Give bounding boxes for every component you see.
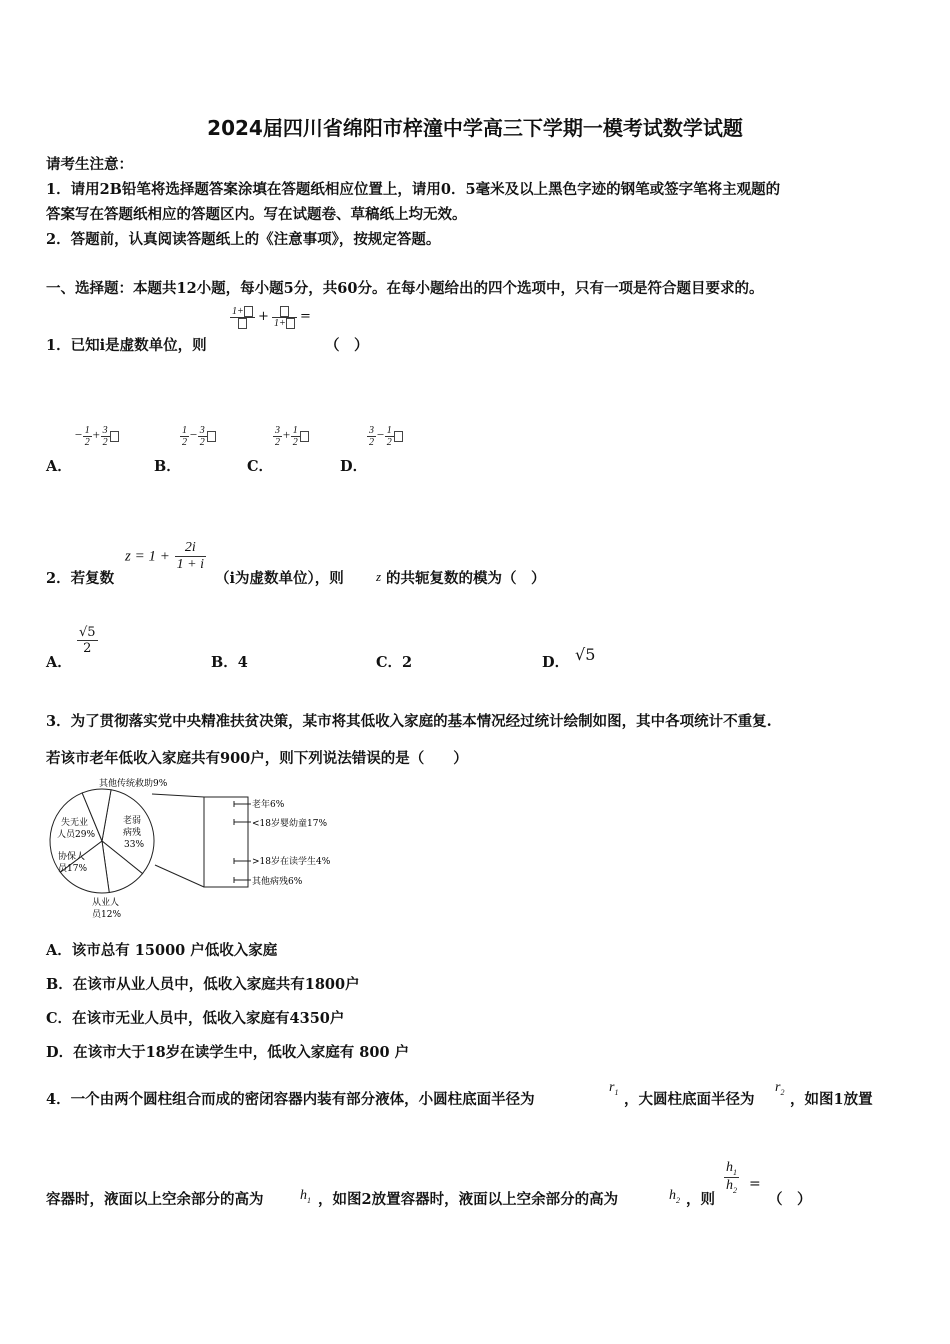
q4-h1 [300,1188,311,1205]
pie-label-employed-2: 员12% [92,910,122,920]
q4-r1 [609,1080,618,1097]
q4-r1-letter: r [609,1080,615,1095]
q4-h2-sub: 2 [676,1195,680,1205]
pie-label-unemployed-2: 人员29% [57,830,96,840]
q2-stem: 2．若复数 [46,570,115,587]
q4-ratio [724,1160,739,1195]
pie-label-elderly-3: 33% [124,840,145,850]
q2-option-b: B．4 [211,654,248,671]
q2-z-eq: z = 1 + [125,548,170,565]
q2-tail: 的共轭复数的模为（ ） [386,570,546,587]
q4-r2 [775,1080,784,1097]
q1-option-d-label: D． [340,458,368,475]
q2-expression [125,540,206,573]
q4-h2 [669,1188,680,1205]
q3-pie-chart [44,774,344,924]
q1-option-b-expr: $\frac{1}{2}$ − $\frac{3}{2}$ [180,425,216,448]
pie-label-unemployed-1: 失无业 [61,818,89,828]
q4-ratio-num-sub: 1 [733,1167,737,1177]
pie-label-elderly-2: 病残 [123,828,142,838]
q1-option-d-expr: $\frac{3}{2}$ − $\frac{1}{2}$ [367,425,403,448]
q2-option-a-num: √5 [79,625,96,640]
breakdown-label-infants: <18岁婴幼童17% [252,819,327,829]
pie-label-other: 其他传统救助9% [99,779,168,789]
q1-option-c-label: C． [247,458,274,475]
q2-middle: （i为虚数单位），则 [215,570,344,587]
q2-option-a-label: A． [46,654,72,671]
q2-option-a-expr [77,625,98,656]
q2-z: z [376,569,382,584]
q3-line-1: 3．为了贯彻落实党中央精准扶贫决策，某市将其低收入家庭的基本情况经过统计绘制如图，其中各项统计不重复. [46,713,772,730]
connector-top [152,794,204,797]
connector-bottom [155,865,204,887]
q1-option-a-expr: − $\frac{1}{2}$ + $\frac{3}{2}$ [74,425,119,448]
notice-line-3: 2．答题前，认真阅读答题纸上的《注意事项》，按规定答题。 [46,231,441,248]
q4-h1-letter: h [300,1188,307,1203]
q3-option-a: A．该市总有 15000 户低收入家庭 [46,942,278,959]
q2-option-c: C．2 [376,654,413,671]
q4-line-2b: ，如图2放置容器时，液面以上空余部分的高为 [318,1191,619,1208]
q4-ratio-den-h: h [726,1177,733,1193]
q2-numerator: 2i [175,540,206,557]
pie-label-insured-2: 员17% [58,864,88,874]
q1-stem: 1．已知i是虚数单位，则 [46,337,207,354]
notice-line-2: 答案写在答题纸相应的答题区内。写在试题卷、草稿纸上均无效。 [46,206,467,223]
pie-label-elderly-1: 老弱 [123,816,142,826]
q4-ratio-den-sub: 2 [733,1185,737,1195]
q3-line-2: 若该市老年低收入家庭共有900户，则下列说法错误的是（ ） [46,750,468,767]
q3-option-c: C．在该市无业人员中，低收入家庭有4350户 [46,1010,345,1027]
q4-line-1-mid: ，大圆柱底面半径为 [624,1091,755,1108]
q4-h2-letter: h [669,1188,676,1203]
q3-option-d: D．在该市大于18岁在读学生中，低收入家庭有 800 户 [46,1044,410,1061]
pie-label-employed-1: 从业人 [92,898,120,908]
breakdown-label-elderly: 老年6% [252,800,285,810]
q4-paren: （ ） [768,1191,812,1208]
section-heading: 一、选择题：本题共12小题，每小题5分，共60分。在每小题给出的四个选项中，只有一项是符合题目要求的。 [46,280,764,297]
page-title: 2024届四川省绵阳市梓潼中学高三下学期一模考试数学试题 [207,116,743,140]
q1-paren: （ ） [325,337,369,354]
q2-denominator: 1 + i [176,557,204,572]
q1-expression: 1+ + 1+ = [232,306,311,329]
q4-h1-sub: 1 [307,1195,311,1205]
q1-option-b-label: B． [154,458,181,475]
q3-option-b: B．在该市从业人员中，低收入家庭共有1800户 [46,976,360,993]
q4-r2-letter: r [775,1080,781,1095]
q4-line-1-tail: ，如图1放置 [790,1091,873,1108]
q2-option-a-den: 2 [83,641,92,656]
q2-option-d-label: D． [542,654,570,671]
breakdown-label-students: >18岁在读学生4% [252,857,331,867]
q4-r1-sub: 1 [614,1087,619,1097]
q4-equals: = [749,1176,761,1192]
q2-option-d-value: √5 [575,645,596,664]
q1-option-a-label: A． [46,458,72,475]
notice-line-1: 1．请用2B铅笔将选择题答案涂填在答题纸相应位置上，请用0．5毫米及以上黑色字迹的钢笔或签字笔将主观题的 [46,181,781,198]
q4-line-1: 4．一个由两个圆柱组合而成的密闭容器内装有部分液体，小圆柱底面半径为 [46,1091,535,1108]
q4-r2-sub: 2 [780,1087,785,1097]
q4-line-2a: 容器时，液面以上空余部分的高为 [46,1191,264,1208]
q4-ratio-num-h: h [726,1160,733,1175]
q4-line-2c: ，则 [686,1191,715,1208]
q1-option-c-expr: $\frac{3}{2}$ + $\frac{1}{2}$ [273,425,309,448]
pie-label-insured-1: 协保人 [58,852,86,862]
notice-heading: 请考生注意： [46,156,133,173]
breakdown-bar [204,797,248,887]
breakdown-label-other: 其他病残6% [252,877,303,887]
